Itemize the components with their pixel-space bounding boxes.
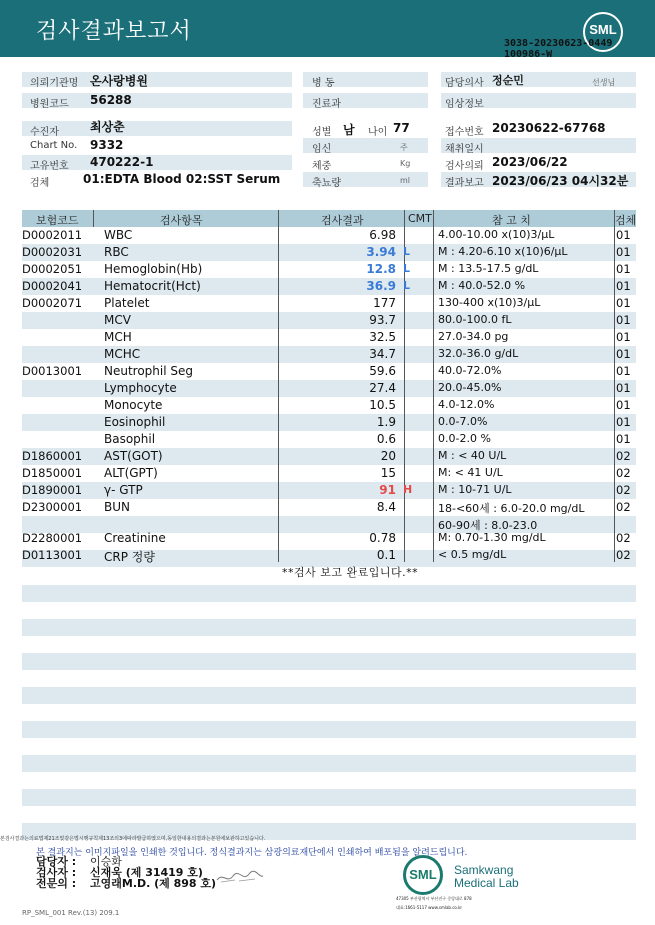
divider [93, 210, 94, 227]
table-row [0, 465, 655, 482]
row-band [22, 721, 636, 738]
specimen-code: 01 [616, 415, 631, 429]
table-row [0, 346, 655, 363]
insurance-code: D1890001 [22, 483, 83, 497]
insurance-code: D0113001 [22, 548, 83, 562]
specimen-code: 02 [616, 449, 631, 463]
insurance-code: D1850001 [22, 466, 83, 480]
col-specimen: 검체 [615, 214, 637, 227]
reference-range: M: < 41 U/L [438, 466, 503, 479]
insurance-code: D2300001 [22, 500, 83, 514]
reference-range: M: 0.70-1.30 mg/dL [438, 531, 546, 544]
test-result: 91 [379, 483, 396, 497]
test-result: 34.7 [369, 347, 396, 361]
reference-range: 80.0-100.0 fL [438, 313, 512, 326]
table-row [0, 312, 655, 329]
reference-range: M : 40.0-52.0 % [438, 279, 526, 292]
test-result: 59.6 [369, 364, 396, 378]
table-row [0, 431, 655, 448]
insurance-code: D0002071 [22, 296, 83, 310]
specimen-code: 01 [616, 313, 631, 327]
specimen-code: 01 [616, 381, 631, 395]
test-result: 0.6 [376, 432, 396, 446]
test-item: RBC [104, 245, 129, 259]
reference-range: M : < 40 U/L [438, 449, 507, 462]
pregnancy-unit: 주 [400, 143, 408, 152]
report-date-label: 결과보고 [445, 178, 484, 189]
rep-value: 이승화 [90, 855, 122, 868]
doctor-value: 정순민 [492, 74, 524, 87]
legal-note: 본검사결과는의료법제21조및같은법시행규칙제13조의3에따라발급하였으며,동일한내용의결과는본원에보관하고있습니다. [0, 836, 266, 842]
reference-range: M : 10-71 U/L [438, 483, 512, 496]
test-result: 93.7 [369, 313, 396, 327]
reference-range: 20.0-45.0% [438, 381, 502, 394]
patient-label: 수진자 [30, 127, 59, 138]
logo-text: SML [589, 22, 617, 37]
urine-unit: ml [400, 176, 411, 185]
request-label: 검사의뢰 [445, 161, 484, 172]
row-band [22, 585, 636, 602]
insurance-code: D0002011 [22, 228, 83, 242]
form-code: RP_SML_001 Rev.(13) 209.1 [22, 909, 120, 917]
company-contact: 대표:1661-5117 www.smlab.co.kr [396, 905, 463, 910]
receipt-value: 20230622-67768 [492, 121, 606, 135]
examiner-label: 검사자 : [36, 866, 77, 879]
hospital-code-value: 56288 [90, 93, 132, 107]
test-result: 12.8 [366, 262, 396, 276]
row-band [22, 619, 636, 636]
table-row [0, 499, 655, 516]
table-row [0, 244, 655, 261]
request-value: 2023/06/22 [492, 155, 568, 169]
receipt-label: 접수번호 [445, 127, 484, 138]
specimen-code: 01 [616, 347, 631, 361]
signature-icon [215, 868, 265, 886]
weight-unit: Kg [400, 159, 411, 168]
test-result: 6.98 [369, 228, 396, 242]
specialist-value: 고영래M.D. (제 898 호) [90, 877, 217, 890]
table-row [0, 363, 655, 380]
result-flag: L [403, 262, 411, 275]
test-item: CRP 정량 [104, 550, 155, 564]
test-item: MCHC [104, 347, 141, 361]
reference-range: 32.0-36.0 g/dL [438, 347, 519, 360]
urine-label: 축뇨량 [312, 178, 341, 189]
specimen-value: 01:EDTA Blood 02:SST Serum [83, 172, 281, 186]
completion-note: **검사 보고 완료입니다.** [282, 566, 419, 579]
result-flag: L [403, 279, 411, 292]
examiner-value: 신재욱 (제 31419 호) [90, 866, 203, 879]
specimen-label: 검체 [30, 178, 50, 189]
insurance-code: D0002041 [22, 279, 83, 293]
print-notice: 본 결과지는 이미지파일을 인쇄한 것입니다. 정식결과지는 삼광의료재단에서 인쇄하여 배포됨을 알려드립니다. [36, 848, 468, 858]
age-label: 나이 [368, 127, 388, 138]
reference-range: M : 4.20-6.10 x(10)6/μL [438, 245, 568, 258]
table-row [0, 295, 655, 312]
table-row [0, 278, 655, 295]
id-label: 고유번호 [30, 161, 69, 172]
sex-label: 성별 [312, 127, 332, 138]
specimen-code: 01 [616, 364, 631, 378]
report-title: 검사결과보고서 [36, 19, 192, 44]
dept-label: 진료과 [312, 99, 341, 110]
test-result: 177 [373, 296, 396, 310]
test-result: 3.94 [366, 245, 396, 259]
specimen-code: 01 [616, 262, 631, 276]
pregnancy-label: 임신 [312, 144, 332, 155]
table-row [0, 448, 655, 465]
table-row [0, 482, 655, 499]
hospital-label: 의뢰기관명 [30, 78, 79, 89]
document-number: 3038-20230623-0449 100986-W [504, 38, 613, 60]
test-item: γ- GTP [104, 483, 143, 497]
specimen-code: 01 [616, 228, 631, 242]
result-flag: H [403, 483, 413, 496]
reference-range: 18-<60세 : 6.0-20.0 mg/dL [438, 502, 585, 515]
result-flag: L [403, 245, 411, 258]
insurance-code: D2280001 [22, 531, 83, 545]
test-item: ALT(GPT) [104, 466, 158, 480]
test-item: Monocyte [104, 398, 163, 412]
test-item: Eosinophil [104, 415, 166, 429]
test-item: WBC [104, 228, 133, 242]
specimen-code: 02 [616, 548, 631, 562]
age-value: 77 [393, 121, 410, 135]
test-item: Platelet [104, 296, 150, 310]
test-result: 36.9 [366, 279, 396, 293]
weight-label: 체중 [312, 161, 332, 172]
test-item: Hematocrit(Hct) [104, 279, 201, 293]
sex-value: 남 [343, 123, 355, 137]
table-row [0, 547, 655, 564]
table-row [0, 380, 655, 397]
row-band [22, 755, 636, 772]
test-item: MCH [104, 330, 132, 344]
company-address: 47305 부산광역시 부산진구 중앙대로 878 [396, 896, 472, 901]
test-result: 27.4 [369, 381, 396, 395]
doctor-suffix: 선생님 [592, 78, 616, 87]
hospital-value: 온사랑병원 [90, 74, 148, 88]
test-result: 15 [380, 466, 396, 480]
doctor-label: 담당의사 [445, 78, 484, 89]
insurance-code: D0002031 [22, 245, 83, 259]
test-item: Creatinine [104, 531, 166, 545]
col-item: 검사항목 [160, 214, 203, 227]
test-item: AST(GOT) [104, 449, 163, 463]
table-row [0, 329, 655, 346]
reference-range: < 0.5 mg/dL [438, 548, 507, 561]
rep-label: 담당자 : [36, 855, 77, 868]
specimen-code: 01 [616, 245, 631, 259]
reference-range: 60-90세 : 8.0-23.0 [438, 519, 538, 532]
test-result: 32.5 [369, 330, 396, 344]
specimen-code: 02 [616, 483, 631, 497]
collect-label: 채취일시 [445, 144, 484, 155]
col-result: 검사결과 [321, 214, 364, 227]
reference-range: 0.0-7.0% [438, 415, 488, 428]
row-band [22, 687, 636, 704]
test-result: 8.4 [376, 500, 396, 514]
ward-label: 병 동 [312, 78, 335, 89]
table-row [0, 261, 655, 278]
specimen-code: 02 [616, 531, 631, 545]
test-result: 10.5 [369, 398, 396, 412]
samkwang-logo-icon [403, 855, 443, 895]
test-item: Neutrophil Seg [104, 364, 194, 378]
table-row [0, 227, 655, 244]
reference-range: 0.0-2.0 % [438, 432, 491, 445]
specimen-code: 01 [616, 279, 631, 293]
chart-label: Chart No. [30, 140, 78, 151]
reference-range: 130-400 x(10)3/μL [438, 296, 541, 309]
reference-range: 27.0-34.0 pg [438, 330, 509, 343]
row-band [22, 789, 636, 806]
col-code: 보험코드 [36, 214, 79, 227]
specimen-code: 01 [616, 296, 631, 310]
table-row [0, 397, 655, 414]
report-date-value: 2023/06/23 04시32분 [492, 174, 629, 188]
specimen-code: 02 [616, 500, 631, 514]
reference-range: 40.0-72.0% [438, 364, 502, 377]
test-item: BUN [104, 500, 130, 514]
col-cmt: CMT [408, 212, 432, 225]
test-result: 20 [380, 449, 396, 463]
reference-range: M : 13.5-17.5 g/dL [438, 262, 539, 275]
table-row [0, 530, 655, 547]
reference-range: 4.0-12.0% [438, 398, 495, 411]
specialist-label: 전문의 : [36, 877, 77, 890]
specimen-code: 01 [616, 330, 631, 344]
specimen-code: 01 [616, 432, 631, 446]
hospital-code-label: 병원코드 [30, 99, 69, 110]
test-item: MCV [104, 313, 131, 327]
insurance-code: D0013001 [22, 364, 83, 378]
clinical-label: 임상정보 [445, 99, 484, 110]
test-item: Hemoglobin(Hb) [104, 262, 203, 276]
company-name: Samkwang Medical Lab [454, 863, 519, 890]
chart-value: 9332 [90, 138, 124, 152]
test-result: 0.1 [376, 548, 396, 562]
col-reference: 참 고 치 [492, 214, 531, 227]
test-result: 1.9 [376, 415, 396, 429]
specimen-code: 02 [616, 466, 631, 480]
logo-mark-text: SML [409, 867, 437, 882]
test-item: Lymphocyte [104, 381, 177, 395]
specimen-code: 01 [616, 398, 631, 412]
insurance-code: D1860001 [22, 449, 83, 463]
table-row [0, 414, 655, 431]
test-result: 0.78 [369, 531, 396, 545]
test-item: Basophil [104, 432, 156, 446]
reference-range: 4.00-10.00 x(10)3/μL [438, 228, 555, 241]
insurance-code: D0002051 [22, 262, 83, 276]
row-band [22, 653, 636, 670]
patient-value: 최상춘 [90, 120, 125, 134]
id-value: 470222-1 [90, 155, 154, 169]
